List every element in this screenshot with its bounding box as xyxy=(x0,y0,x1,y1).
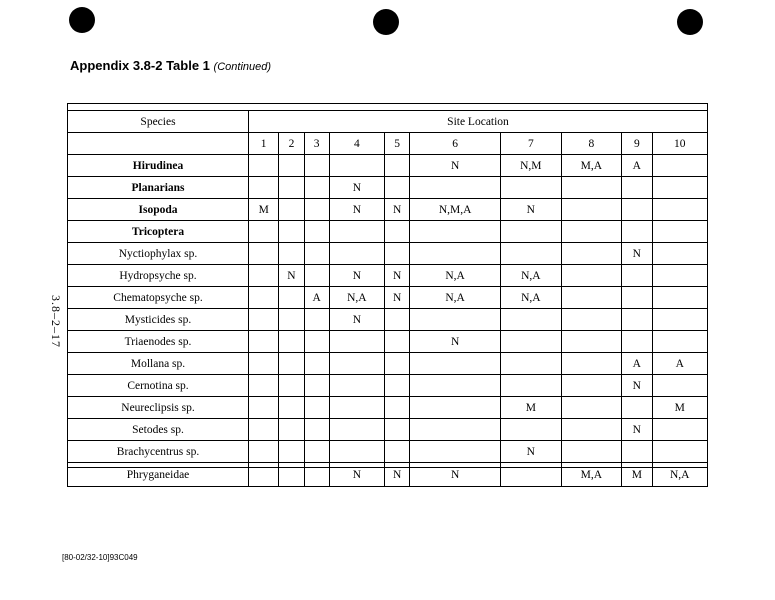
site-cell: N,A xyxy=(652,463,707,487)
site-cell xyxy=(249,441,279,463)
site-cell: N,M,A xyxy=(410,199,501,221)
site-cell xyxy=(249,353,279,375)
site-cell: N,A xyxy=(329,287,384,309)
site-cell xyxy=(279,397,304,419)
species-name: Planarians xyxy=(68,177,249,199)
species-name: Hydropsyche sp. xyxy=(68,265,249,287)
site-cell xyxy=(385,309,410,331)
footer-code: [80-02/32-10]93C049 xyxy=(62,553,138,562)
site-cell xyxy=(410,309,501,331)
binder-hole-right xyxy=(677,9,703,35)
site-cell xyxy=(279,463,304,487)
site-location-header: Site Location xyxy=(249,111,708,133)
site-number-4: 4 xyxy=(329,133,384,155)
site-cell: N xyxy=(329,177,384,199)
site-cell xyxy=(501,309,562,331)
table-row xyxy=(68,155,708,177)
site-cell xyxy=(652,441,707,463)
site-cell xyxy=(410,375,501,397)
site-cell xyxy=(652,177,707,199)
species-name: Phryganeidae xyxy=(68,463,249,487)
site-cell xyxy=(622,287,652,309)
site-cell xyxy=(622,309,652,331)
site-cell xyxy=(249,309,279,331)
species-name: Setodes sp. xyxy=(68,419,249,441)
site-cell xyxy=(652,265,707,287)
site-cell xyxy=(652,243,707,265)
site-cell xyxy=(622,441,652,463)
site-cell: N xyxy=(622,243,652,265)
species-name: Brachycentrus sp. xyxy=(68,441,249,463)
site-cell xyxy=(249,287,279,309)
site-cell xyxy=(329,419,384,441)
site-cell xyxy=(622,221,652,243)
site-cell xyxy=(304,353,329,375)
site-cell: N xyxy=(385,287,410,309)
site-cell xyxy=(501,221,562,243)
site-number-3: 3 xyxy=(304,133,329,155)
table-row xyxy=(68,287,708,309)
site-cell xyxy=(249,265,279,287)
site-cell xyxy=(304,441,329,463)
site-cell xyxy=(385,155,410,177)
site-cell: N xyxy=(329,463,384,487)
site-cell: M xyxy=(622,463,652,487)
site-cell: N,A xyxy=(410,265,501,287)
site-cell xyxy=(385,177,410,199)
species-header: Species xyxy=(68,111,249,133)
site-cell: M,A xyxy=(561,155,622,177)
site-cell xyxy=(622,199,652,221)
species-table xyxy=(67,110,708,487)
table-row xyxy=(68,441,708,463)
species-name: Hirudinea xyxy=(68,155,249,177)
site-cell: N xyxy=(410,155,501,177)
site-cell xyxy=(279,287,304,309)
species-name: Cernotina sp. xyxy=(68,375,249,397)
site-cell xyxy=(410,441,501,463)
site-cell xyxy=(410,353,501,375)
site-cell: M,A xyxy=(561,463,622,487)
site-cell xyxy=(652,419,707,441)
site-cell xyxy=(249,419,279,441)
site-cell xyxy=(329,243,384,265)
site-cell xyxy=(329,221,384,243)
site-cell xyxy=(329,155,384,177)
site-cell: N,A xyxy=(501,265,562,287)
site-cell: M xyxy=(249,199,279,221)
site-number-1: 1 xyxy=(249,133,279,155)
site-cell xyxy=(561,419,622,441)
page-title xyxy=(70,58,271,73)
table-row xyxy=(68,309,708,331)
site-cell xyxy=(561,221,622,243)
site-cell xyxy=(249,397,279,419)
site-cell xyxy=(501,463,562,487)
site-cell xyxy=(304,221,329,243)
site-cell xyxy=(304,199,329,221)
table-row xyxy=(68,199,708,221)
site-cell xyxy=(249,375,279,397)
species-name: Chematopsyche sp. xyxy=(68,287,249,309)
site-cell xyxy=(410,243,501,265)
site-cell xyxy=(561,243,622,265)
site-cell xyxy=(304,243,329,265)
table-row xyxy=(68,243,708,265)
site-cell xyxy=(561,331,622,353)
site-cell xyxy=(561,199,622,221)
site-cell xyxy=(249,155,279,177)
site-number-10: 10 xyxy=(652,133,707,155)
species-name: Mysticides sp. xyxy=(68,309,249,331)
site-cell xyxy=(385,397,410,419)
site-cell xyxy=(249,331,279,353)
site-cell xyxy=(304,463,329,487)
site-cell xyxy=(279,419,304,441)
site-cell xyxy=(385,419,410,441)
site-cell xyxy=(279,243,304,265)
binder-hole-left xyxy=(69,7,95,33)
site-cell xyxy=(622,397,652,419)
site-cell xyxy=(652,287,707,309)
site-cell xyxy=(561,309,622,331)
site-cell xyxy=(410,177,501,199)
species-name: Nyctiophylax sp. xyxy=(68,243,249,265)
site-cell xyxy=(279,309,304,331)
site-cell xyxy=(249,243,279,265)
site-cell xyxy=(561,441,622,463)
table-row xyxy=(68,265,708,287)
table-row xyxy=(68,221,708,243)
site-cell xyxy=(304,309,329,331)
site-cell xyxy=(652,375,707,397)
site-number-9: 9 xyxy=(622,133,652,155)
site-cell xyxy=(385,441,410,463)
site-cell xyxy=(385,375,410,397)
site-cell xyxy=(279,177,304,199)
site-cell xyxy=(249,221,279,243)
table-row xyxy=(68,463,708,487)
site-cell xyxy=(279,375,304,397)
site-number-2: 2 xyxy=(279,133,304,155)
site-cell xyxy=(249,177,279,199)
site-cell: N xyxy=(385,199,410,221)
site-cell: A xyxy=(652,353,707,375)
site-number-row xyxy=(68,133,708,155)
site-cell xyxy=(329,353,384,375)
binder-hole-center xyxy=(373,9,399,35)
side-page-number: 3.8–2–17 xyxy=(49,295,63,348)
site-cell xyxy=(561,375,622,397)
site-cell xyxy=(501,375,562,397)
site-cell xyxy=(279,441,304,463)
species-name: Triaenodes sp. xyxy=(68,331,249,353)
site-cell xyxy=(304,375,329,397)
title-text: Appendix 3.8-2 Table 1 xyxy=(70,58,210,73)
site-cell xyxy=(279,155,304,177)
site-cell xyxy=(249,463,279,487)
site-cell: M xyxy=(652,397,707,419)
site-cell: A xyxy=(304,287,329,309)
table-row xyxy=(68,419,708,441)
site-cell xyxy=(304,419,329,441)
site-cell: M xyxy=(501,397,562,419)
site-cell xyxy=(329,397,384,419)
site-cell xyxy=(279,353,304,375)
site-cell xyxy=(304,397,329,419)
site-cell xyxy=(622,331,652,353)
site-cell: A xyxy=(622,353,652,375)
site-cell xyxy=(329,441,384,463)
site-cell xyxy=(501,177,562,199)
site-cell xyxy=(304,155,329,177)
site-cell xyxy=(410,397,501,419)
table-body xyxy=(68,155,708,487)
site-cell: N xyxy=(501,441,562,463)
species-column-spacer xyxy=(68,133,249,155)
site-cell: N xyxy=(385,463,410,487)
site-cell xyxy=(329,331,384,353)
table-row xyxy=(68,177,708,199)
site-cell: N xyxy=(622,375,652,397)
site-cell xyxy=(501,419,562,441)
site-cell xyxy=(652,199,707,221)
site-cell: N xyxy=(501,199,562,221)
site-cell: N xyxy=(279,265,304,287)
site-cell xyxy=(385,331,410,353)
site-cell xyxy=(561,265,622,287)
site-cell xyxy=(279,199,304,221)
site-cell: N xyxy=(622,419,652,441)
site-cell: N xyxy=(329,199,384,221)
species-name: Tricoptera xyxy=(68,221,249,243)
site-cell xyxy=(410,419,501,441)
site-cell: N xyxy=(329,309,384,331)
site-cell: N,A xyxy=(501,287,562,309)
site-cell xyxy=(385,221,410,243)
species-name: Mollana sp. xyxy=(68,353,249,375)
site-cell xyxy=(652,309,707,331)
table-row xyxy=(68,331,708,353)
site-cell xyxy=(622,265,652,287)
site-number-7: 7 xyxy=(501,133,562,155)
site-cell xyxy=(304,177,329,199)
site-cell xyxy=(329,375,384,397)
site-cell: A xyxy=(622,155,652,177)
site-cell xyxy=(279,221,304,243)
table-row xyxy=(68,397,708,419)
site-number-5: 5 xyxy=(385,133,410,155)
site-cell: N xyxy=(385,265,410,287)
site-cell: N xyxy=(410,463,501,487)
site-cell: N,M xyxy=(501,155,562,177)
site-cell xyxy=(501,331,562,353)
site-number-8: 8 xyxy=(561,133,622,155)
site-cell xyxy=(561,353,622,375)
site-cell xyxy=(304,265,329,287)
site-cell xyxy=(561,177,622,199)
site-cell xyxy=(622,177,652,199)
site-number-6: 6 xyxy=(410,133,501,155)
site-cell xyxy=(501,243,562,265)
site-cell xyxy=(304,331,329,353)
site-cell: N xyxy=(410,331,501,353)
site-cell: N,A xyxy=(410,287,501,309)
site-cell xyxy=(652,155,707,177)
species-name: Isopoda xyxy=(68,199,249,221)
site-cell xyxy=(652,221,707,243)
site-cell xyxy=(385,353,410,375)
site-cell xyxy=(279,331,304,353)
site-cell xyxy=(410,221,501,243)
site-cell xyxy=(652,331,707,353)
table-row xyxy=(68,353,708,375)
site-cell xyxy=(501,353,562,375)
table-row xyxy=(68,375,708,397)
site-cell xyxy=(385,243,410,265)
site-cell: N xyxy=(329,265,384,287)
species-name: Neureclipsis sp. xyxy=(68,397,249,419)
site-cell xyxy=(561,287,622,309)
title-continued: (Continued) xyxy=(213,61,272,73)
site-cell xyxy=(561,397,622,419)
